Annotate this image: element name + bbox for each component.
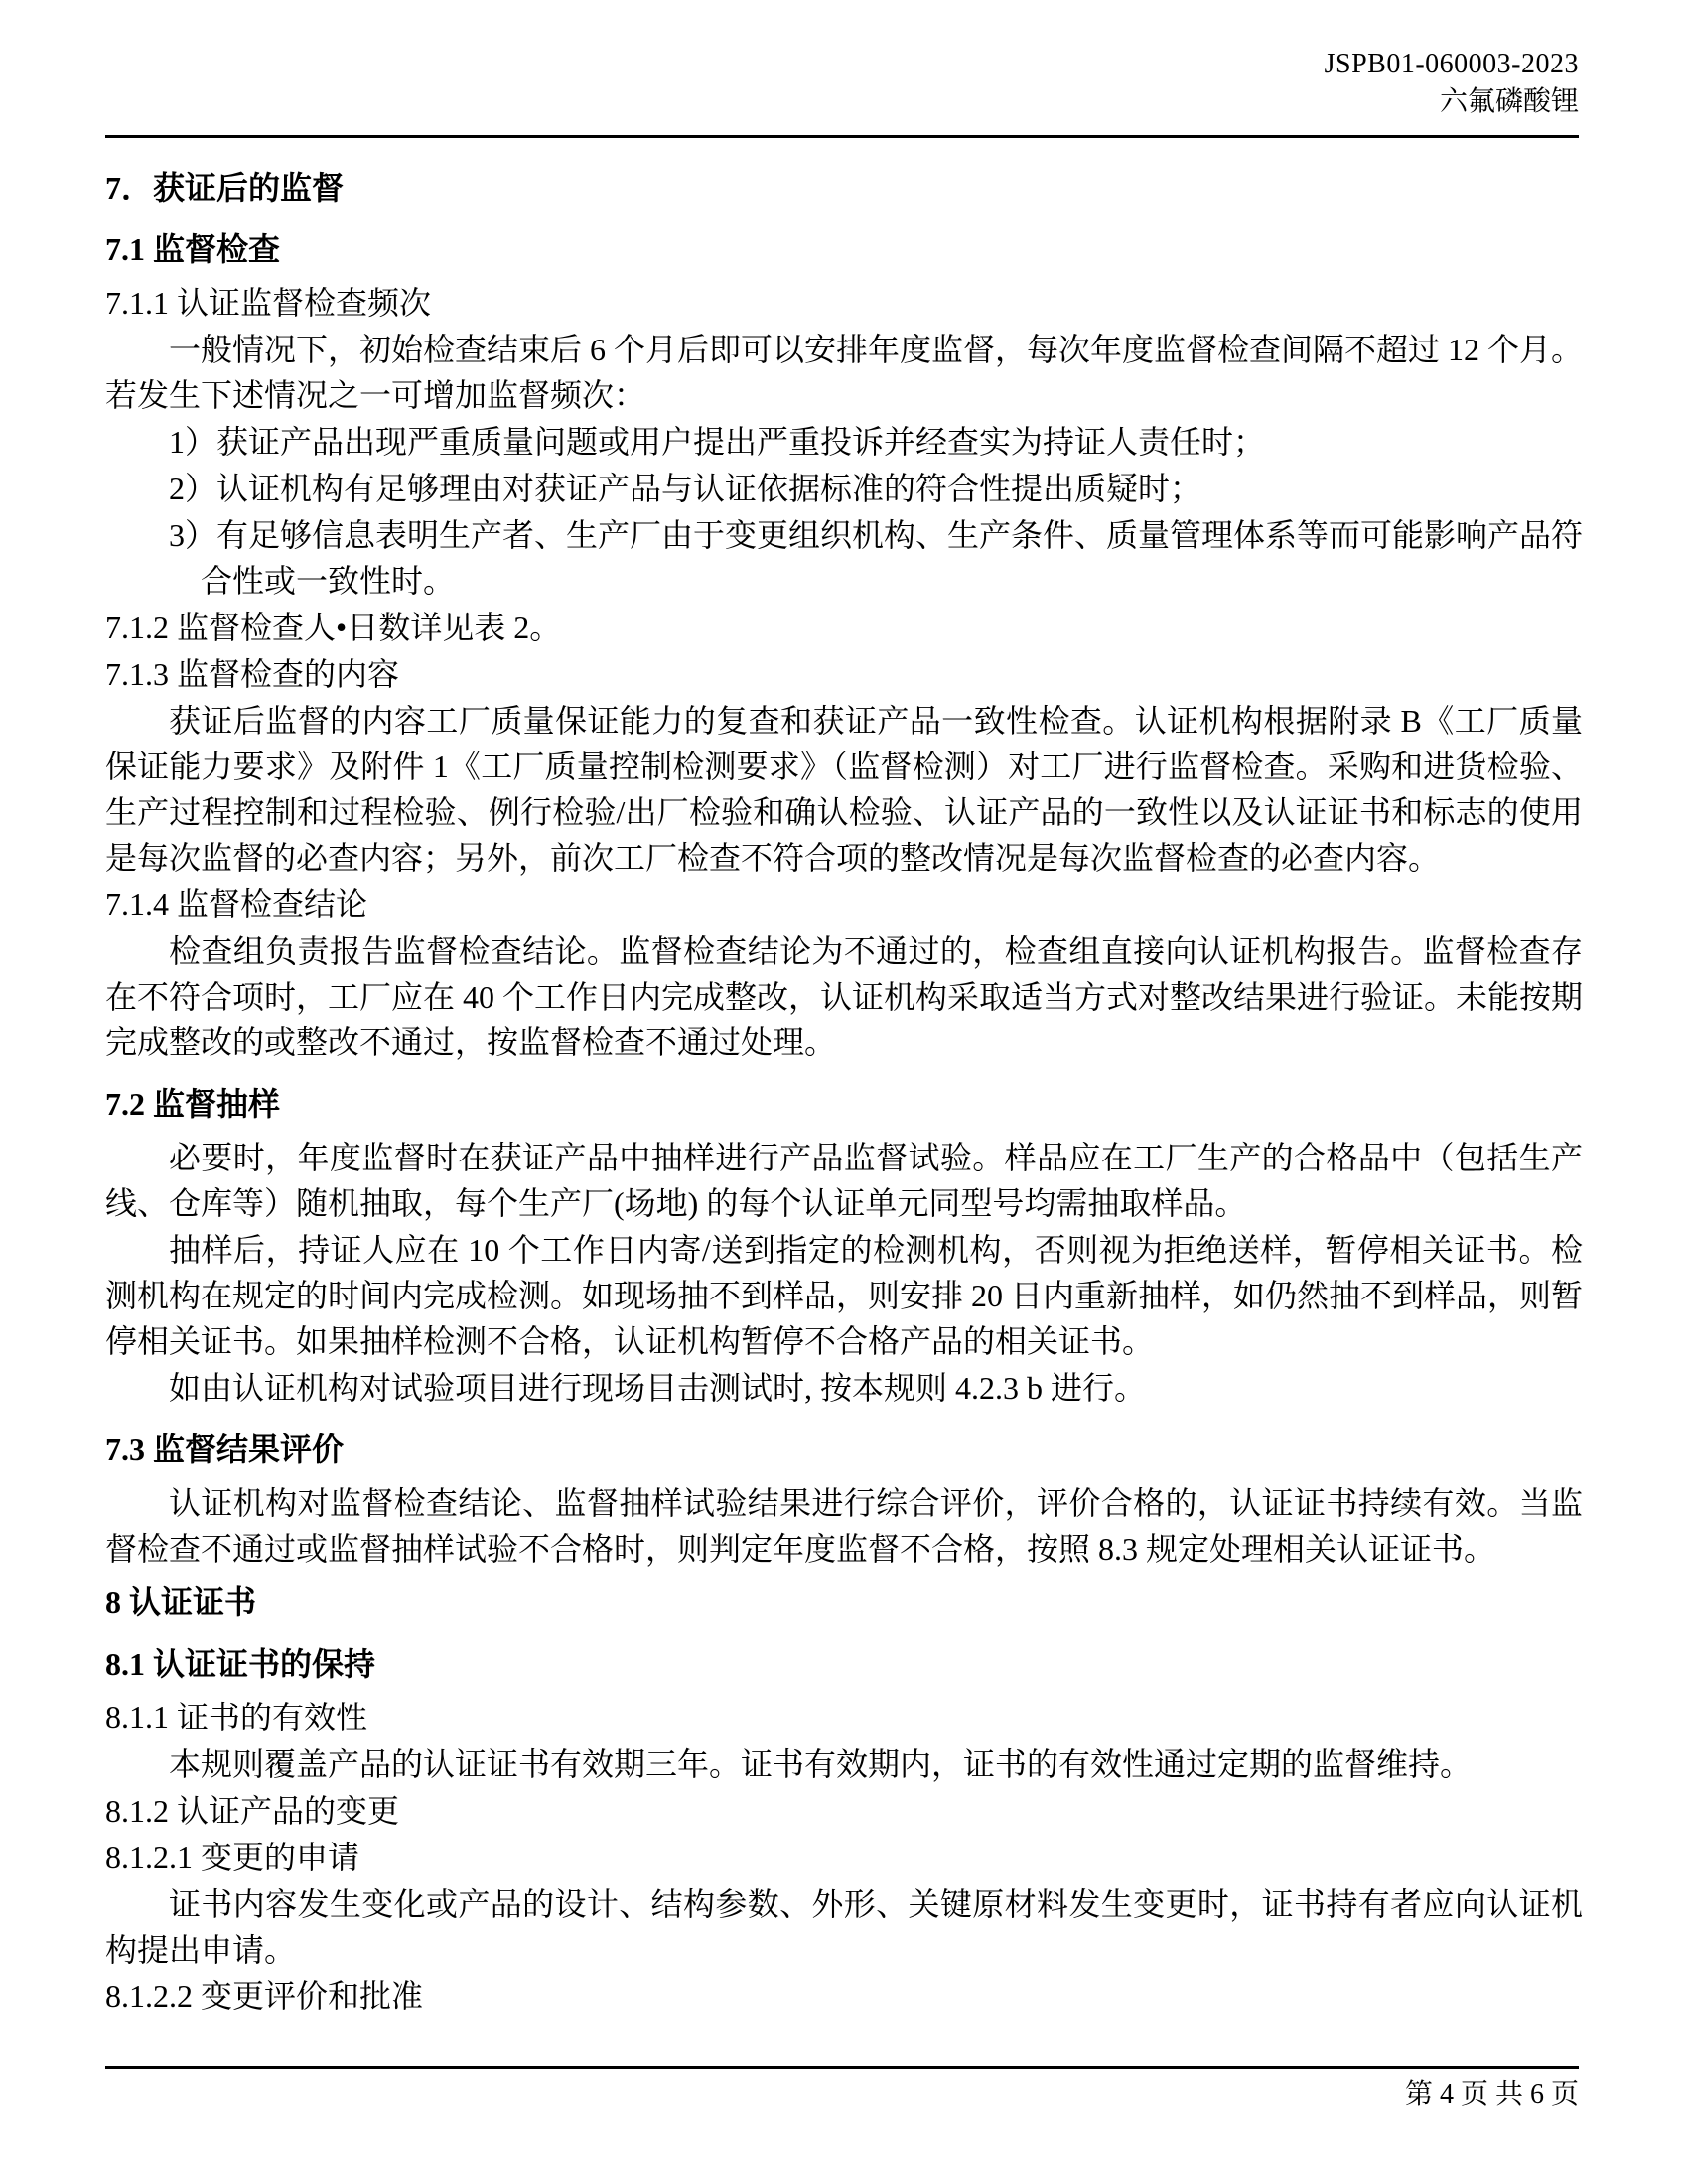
section-7-1-heading: 7.1 监督检查 [105,231,281,267]
document-title: 六氟磷酸锂 [1439,86,1579,117]
page-header [105,46,1579,138]
paragraph: 证书内容发生变化或产品的设计、结构参数、外形、关键原材料发生变更时，证书持有者应向认证机构提出申请。 [105,1886,1583,1968]
section-7-2-heading: 7.2 监督抽样 [105,1086,281,1122]
paragraph: 获证后监督的内容工厂质量保证能力的复查和获证产品一致性检查。认证机构根据附录 B《工厂质量保证能力要求》及附件 1《工厂质量控制检测要求》（监督检测）对工厂进行监督检查。采购和进货检验、生产过程控制和过程检验、例行检验/出厂检验和确认检验、认证产品的一致性以及认证证书和标志的使用是每次监督的必查内容；另外，前次工厂检查不符合项的整改情况是每次监督检查的必查内容。 [105,703,1583,876]
list-item-3: 3）有足够信息表明生产者、生产厂由于变更组织机构、生产条件、质量管理体系等而可能影响产品符合性或一致性时。 [169,517,1584,599]
section-7-1-3-heading: 7.1.3 监督检查的内容 [105,656,400,692]
section-7-1-1-heading: 7.1.1 认证监督检查频次 [105,285,432,321]
paragraph: 抽样后，持证人应在 10 个工作日内寄/送到指定的检测机构，否则视为拒绝送样，暂停相关证书。检测机构在规定的时间内完成检测。如现场抽不到样品，则安排 20 日内重新抽样，如仍然抽不到样品，则暂停相关证书。如果抽样检测不合格，认证机构暂停不合格产品的相关证书。 [105,1232,1584,1359]
section-7-heading: 7．获证后的监督 [105,170,345,205]
section-7-1-2-heading: 7.1.2 监督检查人•日数详见表 2。 [105,610,562,645]
paragraph: 如由认证机构对试验项目进行现场目击测试时, 按本规则 4.2.3 b 进行。 [169,1370,1147,1406]
section-8-heading: 8 认证证书 [105,1584,257,1620]
page-footer [105,2066,1579,2113]
paragraph: 必要时，年度监督时在获证产品中抽样进行产品监督试验。样品应在工厂生产的合格品中（包括生产线、仓库等）随机抽取，每个生产厂(场地) 的每个认证单元同型号均需抽取样品。 [105,1140,1583,1221]
section-7-3-heading: 7.3 监督结果评价 [105,1432,345,1467]
paragraph: 检查组负责报告监督检查结论。监督检查结论为不通过的，检查组直接向认证机构报告。监督检查存在不符合项时，工厂应在 40 个工作日内完成整改，认证机构采取适当方式对整改结果进行验证。未能按期完成整改的或整改不通过，按监督检查不通过处理。 [105,933,1584,1060]
document-body [105,157,1583,2020]
list-item-1: 1）获证产品出现严重质量问题或用户提出严重投诉并经查实为持证人责任时； [169,424,1266,460]
section-8-1-heading: 8.1 认证证书的保持 [105,1646,376,1682]
document-code: JSPB01-060003-2023 [1324,49,1579,79]
paragraph: 一般情况下，初始检查结束后 6 个月后即可以安排年度监督，每次年度监督检查间隔不超过 12 个月。若发生下述情况之一可增加监督频次： [105,332,1584,413]
section-8-1-2-2-heading: 8.1.2.2 变更评价和批准 [105,1979,424,2014]
section-8-1-1-heading: 8.1.1 证书的有效性 [105,1700,368,1735]
paragraph: 认证机构对监督检查结论、监督抽样试验结果进行综合评价，评价合格的，认证证书持续有效。当监督检查不通过或监督抽样试验不合格时，则判定年度监督不合格，按照 8.3 规定处理相关认证证书。 [105,1485,1583,1567]
page-number: 第 4 页 共 6 页 [1404,2079,1579,2110]
section-8-1-2-1-heading: 8.1.2.1 变更的申请 [105,1840,360,1875]
section-8-1-2-heading: 8.1.2 认证产品的变更 [105,1793,400,1829]
list-item-2: 2）认证机构有足够理由对获证产品与认证依据标准的符合性提出质疑时； [169,471,1202,506]
section-7-1-4-heading: 7.1.4 监督检查结论 [105,887,368,922]
paragraph: 本规则覆盖产品的认证证书有效期三年。证书有效期内，证书的有效性通过定期的监督维持。 [169,1746,1473,1782]
